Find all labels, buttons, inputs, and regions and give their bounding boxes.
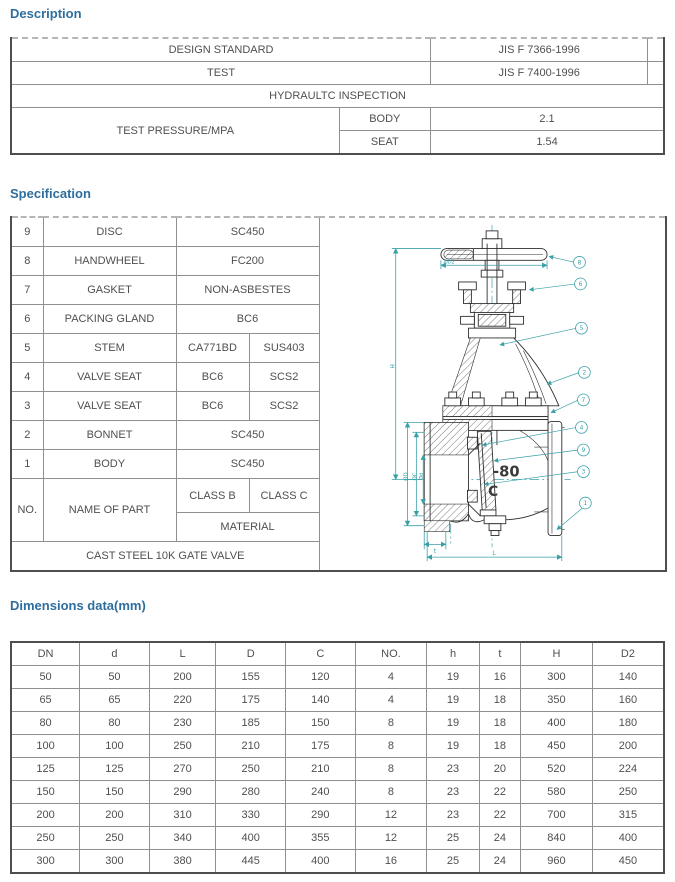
dim-cell: 155 [216,666,286,689]
section-heading-description: Description [10,6,82,21]
dim-cell: 280 [216,781,286,804]
dim-header-cell: D [216,642,286,666]
dim-cell: 180 [592,712,664,735]
table-row [11,62,664,85]
spacer-cell [648,38,664,62]
part-name: BONNET [43,421,176,450]
table-row [11,85,664,108]
dim-cell: 340 [149,827,216,850]
spec-header-class-c: CLASS C [249,479,319,513]
dim-cell: 50 [11,666,80,689]
dim-cell: 380 [149,850,216,874]
dim-label-thickness: t [433,549,436,556]
spec-footer-title: CAST STEEL 10K GATE VALVE [11,542,319,572]
part-name: PACKING GLAND [43,305,176,334]
table-row [11,804,664,827]
part-no: 7 [11,276,43,305]
handwheel [440,231,546,277]
dim-cell: 18 [479,689,520,712]
dim-cell: 16 [479,666,520,689]
specification-table [10,216,667,572]
dim-cell: 200 [592,735,664,758]
dim-cell: 200 [11,804,80,827]
seat-label: SEAT [339,131,431,155]
dim-cell: 150 [11,781,80,804]
cast-mark-class: C [487,484,498,501]
dim-cell: 220 [149,689,216,712]
dim-cell: 8 [355,758,427,781]
dim-header-cell: L [149,642,216,666]
dim-cell: 120 [285,666,355,689]
dim-cell: 355 [285,827,355,850]
table-row [11,827,664,850]
part-material: SC450 [176,421,319,450]
dim-cell: 350 [521,689,593,712]
right-flange [548,422,565,536]
dim-cell: 150 [80,781,150,804]
dim-cell: 210 [285,758,355,781]
dim-cell: 224 [592,758,664,781]
body-label: BODY [339,108,431,131]
cast-mark-size: -80 [492,463,520,481]
part-no: 9 [11,217,43,247]
dimensions-header-row [11,642,664,666]
dim-cell: 960 [521,850,593,874]
dim-header-cell: C [285,642,355,666]
table-row [11,689,664,712]
callout-number: 8 [577,260,581,267]
part-name: DISC [43,217,176,247]
spec-header-no: NO. [11,479,43,542]
dim-cell: 250 [149,735,216,758]
dim-cell: 700 [521,804,593,827]
dim-cell: 8 [355,781,427,804]
dim-header-cell: D2 [592,642,664,666]
callout-number: 3 [581,469,585,476]
callout-number: 5 [579,326,583,333]
part-name: BODY [43,450,176,479]
part-no: 3 [11,392,43,421]
dim-cell: 22 [479,804,520,827]
table-row [11,712,664,735]
dim-cell: 50 [80,666,150,689]
dim-cell: 210 [216,735,286,758]
dim-cell: 12 [355,804,427,827]
callout-number: 7 [581,397,585,404]
dim-cell: 250 [80,827,150,850]
dim-cell: 100 [80,735,150,758]
description-table [10,37,665,155]
dim-cell: 150 [285,712,355,735]
dim-cell: 65 [11,689,80,712]
table-row [11,666,664,689]
spec-header-class-b: CLASS B [176,479,249,513]
dim-cell: 400 [216,827,286,850]
part-no: 5 [11,334,43,363]
part-no: 4 [11,363,43,392]
dim-cell: 140 [285,689,355,712]
part-no: 8 [11,247,43,276]
dim-cell: 4 [355,666,427,689]
dim-cell: 8 [355,712,427,735]
pressure-label: TEST PRESSURE/MPA [11,108,339,155]
dim-cell: 270 [149,758,216,781]
dim-cell: 19 [427,666,479,689]
dim-cell: 19 [427,712,479,735]
dim-cell: 240 [285,781,355,804]
dim-cell: 290 [285,804,355,827]
dim-cell: 185 [216,712,286,735]
dim-cell: 450 [521,735,593,758]
dim-cell: 400 [521,712,593,735]
part-material-class-b: BC6 [176,363,249,392]
dim-cell: 580 [521,781,593,804]
dim-cell: 330 [216,804,286,827]
dim-cell: 200 [80,804,150,827]
dim-cell: 8 [355,735,427,758]
dim-cell: 25 [427,827,479,850]
spec-header-name: NAME OF PART [43,479,176,542]
dim-label-bolt-circle: ØC [411,472,418,481]
dim-header-cell: NO. [355,642,427,666]
dim-cell: 125 [11,758,80,781]
dim-cell: 65 [80,689,150,712]
dim-cell: 400 [592,827,664,850]
part-material: NON-ASBESTES [176,276,319,305]
dim-cell: 445 [216,850,286,874]
dim-cell: 19 [427,735,479,758]
dim-cell: 16 [355,850,427,874]
design-standard-label: DESIGN STANDARD [11,38,431,62]
table-row [11,850,664,874]
part-name: STEM [43,334,176,363]
table-row [11,108,664,131]
dim-header-cell: h [427,642,479,666]
dim-cell: 200 [149,666,216,689]
dim-cell: 125 [80,758,150,781]
dim-header-cell: DN [11,642,80,666]
part-no: 1 [11,450,43,479]
gate-valve-technical-drawing [323,218,664,570]
part-name: VALVE SEAT [43,363,176,392]
callout-number: 4 [579,425,583,432]
part-material: BC6 [176,305,319,334]
part-name: VALVE SEAT [43,392,176,421]
test-value: JIS F 7400-1996 [431,62,648,85]
table-row [11,38,664,62]
callout-number: 9 [581,447,585,454]
spacer-cell [648,62,664,85]
table-row [11,217,666,247]
dim-cell: 250 [216,758,286,781]
part-material: SC450 [176,217,319,247]
packing-gland [458,282,525,338]
dim-cell: 310 [149,804,216,827]
dim-cell: 250 [592,781,664,804]
left-flange-section [424,422,468,531]
dim-cell: 300 [80,850,150,874]
bonnet [446,338,558,406]
section-heading-specification: Specification [10,186,91,201]
dim-label-length: L [491,551,496,558]
dim-cell: 250 [11,827,80,850]
dim-cell: 840 [521,827,593,850]
dim-cell: 315 [592,804,664,827]
gasket [442,417,547,420]
inspection-banner: HYDRAULTC INSPECTION [11,85,664,108]
dim-cell: 18 [479,712,520,735]
valve-seat-lower [467,490,477,502]
part-name: HANDWHEEL [43,247,176,276]
dim-cell: 18 [479,735,520,758]
dim-cell: 230 [149,712,216,735]
dim-cell: 100 [11,735,80,758]
dim-cell: 12 [355,827,427,850]
dim-cell: 300 [11,850,80,874]
dim-cell: 290 [149,781,216,804]
dim-cell: 24 [479,850,520,874]
part-no: 6 [11,305,43,334]
table-row [11,758,664,781]
dim-cell: 450 [592,850,664,874]
dim-cell: 400 [285,850,355,874]
test-label: TEST [11,62,431,85]
dim-cell: 24 [479,827,520,850]
dim-cell: 520 [521,758,593,781]
design-standard-value: JIS F 7366-1996 [431,38,648,62]
body-value: 2.1 [431,108,664,131]
dim-cell: 23 [427,804,479,827]
part-material-class-b: CA771BD [176,334,249,363]
spec-header-material: MATERIAL [176,513,319,542]
dim-cell: 300 [521,666,593,689]
dim-cell: 160 [592,689,664,712]
dim-cell: 23 [427,758,479,781]
dim-cell: 175 [216,689,286,712]
dim-label-bore: Ød [418,472,425,481]
part-material-class-b: BC6 [176,392,249,421]
seat-value: 1.54 [431,131,664,155]
callout-number: 2 [582,370,586,377]
table-row [11,735,664,758]
dim-cell: 4 [355,689,427,712]
part-material-class-c: SCS2 [249,392,319,421]
dim-label-flange-dia: ØD [403,472,410,481]
dim-cell: 23 [427,781,479,804]
callout-number: 1 [583,501,587,508]
dim-cell: 175 [285,735,355,758]
dim-cell: 19 [427,689,479,712]
dim-cell: 140 [592,666,664,689]
dim-cell: 80 [80,712,150,735]
valve-drawing-cell [319,217,666,571]
part-material: FC200 [176,247,319,276]
table-row [11,781,664,804]
dim-header-cell: t [479,642,520,666]
dim-label-height: H [390,364,397,369]
dim-cell: 25 [427,850,479,874]
part-material-class-c: SCS2 [249,363,319,392]
dim-header-cell: H [521,642,593,666]
part-material-class-c: SUS403 [249,334,319,363]
dim-header-cell: d [80,642,150,666]
dim-cell: 22 [479,781,520,804]
part-no: 2 [11,421,43,450]
part-material: SC450 [176,450,319,479]
dim-cell: 20 [479,758,520,781]
section-heading-dimensions: Dimensions data(mm) [10,598,146,613]
part-name: GASKET [43,276,176,305]
drain-plug [489,524,501,531]
dim-label-handwheel-dia: ØD2 [443,259,455,266]
dimensions-table [10,641,665,874]
dim-cell: 80 [11,712,80,735]
callout-number: 6 [578,281,582,288]
